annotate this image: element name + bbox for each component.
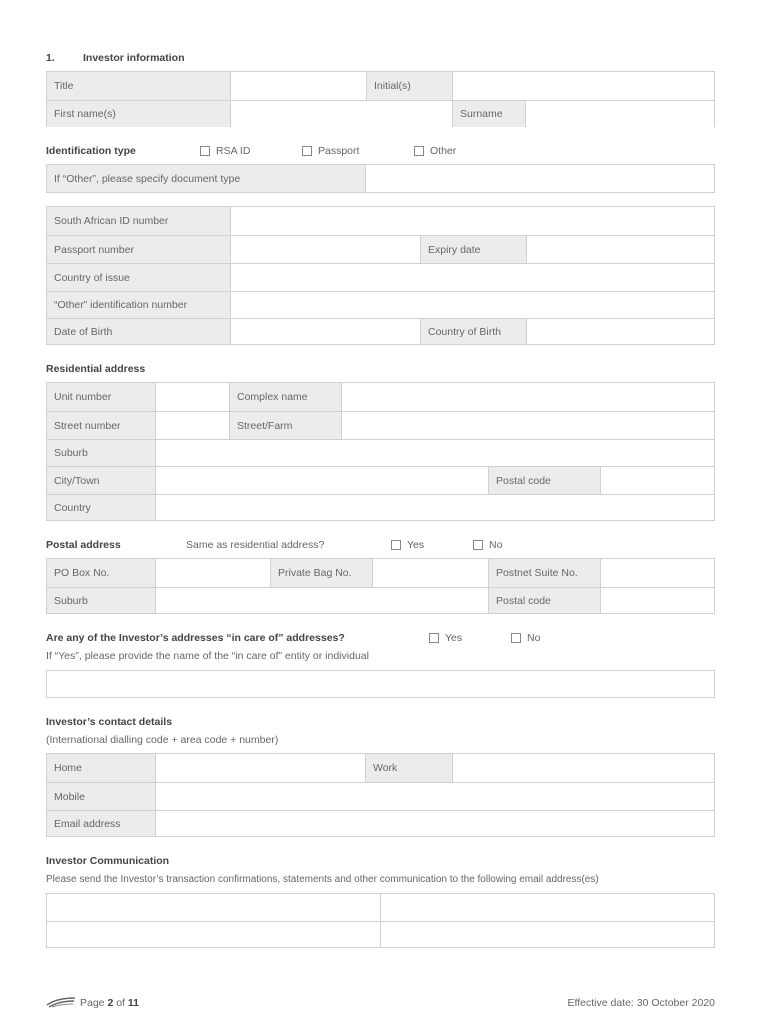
- country-field[interactable]: [155, 495, 714, 520]
- page-prefix: Page: [80, 997, 105, 1009]
- email-addresses-table: [46, 893, 715, 948]
- section-title: Investor information: [83, 52, 185, 64]
- title-label: Title: [47, 72, 230, 100]
- postal-table: [46, 558, 715, 614]
- page-of: of: [116, 997, 125, 1009]
- first-names-label: First name(s): [47, 101, 230, 127]
- suburb-label: Suburb: [47, 440, 155, 466]
- work-field[interactable]: [452, 754, 714, 782]
- care-of-question: Are any of the Investor’s addresses “in care of” addresses?: [46, 632, 345, 644]
- country-of-birth-field[interactable]: [526, 319, 714, 344]
- surname-label: Surname: [452, 101, 525, 127]
- first-names-field[interactable]: [230, 101, 452, 127]
- complex-name-label: Complex name: [229, 383, 341, 411]
- home-label: Home: [47, 754, 155, 782]
- residential-heading: Residential address: [46, 363, 146, 375]
- country-label: Country: [47, 495, 155, 520]
- postal-postal-code-field[interactable]: [600, 588, 714, 613]
- section-number: 1.: [46, 52, 55, 64]
- contact-table: [46, 753, 715, 837]
- email-address-field-2[interactable]: [380, 894, 714, 921]
- care-of-field[interactable]: [46, 670, 715, 698]
- page-current: 2: [107, 997, 114, 1009]
- passport-option[interactable]: [302, 145, 359, 157]
- initials-label: Initial(s): [366, 72, 452, 100]
- communication-heading: Investor Communication: [46, 855, 170, 867]
- postnet-field[interactable]: [600, 559, 714, 587]
- expiry-date-field[interactable]: [526, 236, 714, 263]
- complex-name-field[interactable]: [341, 383, 714, 411]
- investor-name-table: [46, 71, 715, 127]
- checkbox-icon[interactable]: [511, 633, 521, 643]
- passport-number-label: Passport number: [47, 236, 230, 263]
- unit-number-label: Unit number: [47, 383, 155, 411]
- checkbox-icon[interactable]: [429, 633, 439, 643]
- other-specify-label: If “Other”, please specify document type: [47, 165, 365, 192]
- checkbox-icon[interactable]: [414, 146, 424, 156]
- rsa-id-label: RSA ID: [216, 145, 251, 157]
- city-label: City/Town: [47, 467, 155, 494]
- email-field[interactable]: [155, 811, 714, 836]
- dob-field[interactable]: [230, 319, 420, 344]
- private-bag-label: Private Bag No.: [270, 559, 372, 587]
- effective-date: Effective date: 30 October 2020: [567, 997, 715, 1009]
- postal-postal-code-label: Postal code: [488, 588, 600, 613]
- suburb-field[interactable]: [155, 440, 714, 466]
- po-box-label: PO Box No.: [47, 559, 155, 587]
- brand-swoosh-icon: [46, 996, 76, 1008]
- same-yes-option[interactable]: [391, 539, 424, 551]
- other-label: Other: [430, 145, 457, 157]
- other-doc-table: [46, 164, 715, 193]
- passport-number-field[interactable]: [230, 236, 420, 263]
- mobile-label: Mobile: [47, 783, 155, 810]
- mobile-field[interactable]: [155, 783, 714, 810]
- email-address-field-4[interactable]: [380, 922, 714, 947]
- dob-label: Date of Birth: [47, 319, 230, 344]
- postal-code-field[interactable]: [600, 467, 714, 494]
- sa-id-field[interactable]: [230, 207, 714, 235]
- street-farm-field[interactable]: [341, 412, 714, 439]
- sa-id-label: South African ID number: [47, 207, 230, 235]
- page-number: [80, 997, 139, 1009]
- postal-suburb-label: Suburb: [47, 588, 155, 613]
- page-total: 11: [127, 997, 140, 1009]
- communication-note: Please send the Investor’s transaction confirmations, statements and other communication to the following email address(es): [46, 874, 599, 885]
- residential-table: [46, 382, 715, 521]
- same-address-question: Same as residential address?: [186, 539, 325, 551]
- no-label: No: [489, 539, 503, 551]
- country-of-issue-field[interactable]: [230, 264, 714, 291]
- passport-label: Passport: [318, 145, 360, 157]
- identification-heading: Identification type: [46, 145, 136, 157]
- no-label: No: [527, 632, 541, 644]
- postal-heading: Postal address: [46, 539, 121, 551]
- checkbox-icon[interactable]: [391, 540, 401, 550]
- initials-field[interactable]: [452, 72, 714, 100]
- other-id-number-label: “Other” identification number: [47, 292, 230, 318]
- expiry-date-label: Expiry date: [420, 236, 526, 263]
- city-field[interactable]: [155, 467, 488, 494]
- street-farm-label: Street/Farm: [229, 412, 341, 439]
- checkbox-icon[interactable]: [200, 146, 210, 156]
- surname-field[interactable]: [525, 101, 714, 127]
- checkbox-icon[interactable]: [302, 146, 312, 156]
- home-field[interactable]: [155, 754, 365, 782]
- postnet-label: Postnet Suite No.: [488, 559, 600, 587]
- same-no-option[interactable]: [473, 539, 502, 551]
- postal-suburb-field[interactable]: [155, 588, 488, 613]
- country-of-issue-label: Country of issue: [47, 264, 230, 291]
- po-box-field[interactable]: [155, 559, 270, 587]
- id-details-table: [46, 206, 715, 345]
- care-of-instruction: If “Yes”, please provide the name of the “in care of” entity or individual: [46, 650, 369, 662]
- private-bag-field[interactable]: [372, 559, 488, 587]
- rsa-id-option[interactable]: [200, 145, 250, 157]
- contact-note: (International dialling code + area code + number): [46, 734, 279, 746]
- postal-code-label: Postal code: [488, 467, 600, 494]
- care-of-yes-option[interactable]: [429, 632, 462, 644]
- email-address-field-3[interactable]: [47, 922, 380, 947]
- care-of-no-option[interactable]: [511, 632, 540, 644]
- country-of-birth-label: Country of Birth: [420, 319, 526, 344]
- unit-number-field[interactable]: [155, 383, 229, 411]
- other-option[interactable]: [414, 145, 456, 157]
- email-label: Email address: [47, 811, 155, 836]
- yes-label: Yes: [445, 632, 463, 644]
- title-field[interactable]: [230, 72, 366, 100]
- work-label: Work: [365, 754, 452, 782]
- street-number-label: Street number: [47, 412, 155, 439]
- street-number-field[interactable]: [155, 412, 229, 439]
- yes-label: Yes: [407, 539, 425, 551]
- checkbox-icon[interactable]: [473, 540, 483, 550]
- email-address-field-1[interactable]: [47, 894, 380, 921]
- other-id-number-field[interactable]: [230, 292, 714, 318]
- other-specify-field[interactable]: [365, 165, 714, 192]
- contact-heading: Investor’s contact details: [46, 716, 173, 728]
